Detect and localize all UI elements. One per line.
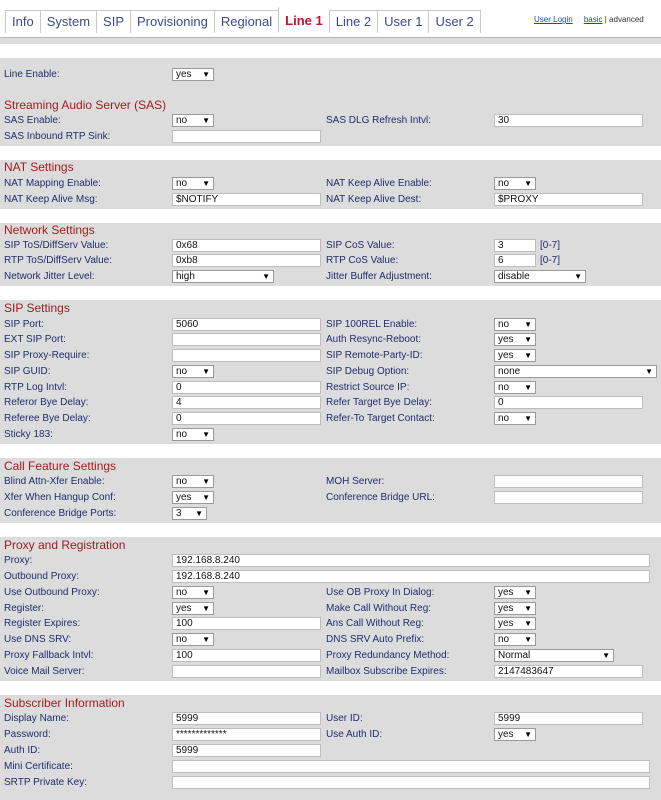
tab-provisioning[interactable]: Provisioning [130, 11, 214, 33]
tab-system[interactable]: System [40, 11, 96, 33]
sip-row-7 [0, 412, 661, 426]
subscriber-section-title: Subscriber Information [4, 696, 125, 710]
sip-cos-input[interactable]: 3 [494, 239, 536, 252]
sip-guid-select[interactable] [172, 365, 214, 378]
chevron-down-icon: ▼ [524, 414, 532, 423]
mailbox-expires-label: Mailbox Subscribe Expires: [326, 666, 447, 677]
sip-row-1 [0, 318, 661, 332]
redundancy-value: Normal [498, 650, 531, 661]
proxy-input[interactable]: 192.168.8.240 [172, 554, 650, 567]
proxy-row-5 [0, 617, 661, 631]
sip-cos-label: SIP CoS Value: [326, 240, 395, 251]
sub-row-3 [0, 744, 661, 758]
refer-to-contact-select[interactable] [494, 412, 536, 425]
nat-keep-alive-msg-input[interactable]: $NOTIFY [172, 193, 321, 206]
sas-enable-row [0, 114, 661, 128]
sip-row-3 [0, 349, 661, 363]
conference-url-input[interactable] [494, 491, 643, 504]
chevron-down-icon: ▼ [524, 383, 532, 392]
network-row-1 [0, 239, 661, 253]
sub-row-4 [0, 760, 661, 774]
sub-row-2 [0, 728, 661, 742]
rtp-cos-input[interactable]: 6 [494, 254, 536, 267]
sip-100rel-label: SIP 100REL Enable: [326, 319, 418, 330]
divider [0, 681, 661, 695]
line-enable-value: yes [176, 69, 192, 80]
sip-cos-range-hint: [0-7] [540, 240, 561, 251]
rtp-log-input[interactable]: 0 [172, 381, 321, 394]
nat-mapping-value: no [176, 178, 188, 189]
sip-debug-select[interactable] [494, 365, 657, 378]
tab-line-2[interactable]: Line 2 [329, 11, 377, 33]
auth-id-input[interactable]: 5999 [172, 744, 321, 757]
nat-keep-alive-msg-label: NAT Keep Alive Msg: [4, 194, 98, 205]
ext-sip-port-label: EXT SIP Port: [4, 334, 66, 345]
nat-keep-alive-enable-value: no [498, 178, 510, 189]
chevron-down-icon: ▼ [645, 367, 653, 376]
proxy-row-6 [0, 633, 661, 647]
xfer-hangup-select[interactable] [172, 491, 214, 504]
register-select[interactable] [172, 602, 214, 615]
rtp-cos-label: RTP CoS Value: [326, 255, 399, 266]
top-bar [0, 0, 661, 37]
sip-remote-party-label: SIP Remote-Party-ID: [326, 350, 423, 361]
sas-section-title: Streaming Audio Server (SAS) [4, 98, 167, 112]
network-section-title: Network Settings [4, 223, 95, 237]
callfeat-row-3 [0, 507, 661, 521]
nat-keep-alive-enable-select[interactable] [494, 177, 536, 190]
restrict-ip-select[interactable] [494, 381, 536, 394]
chevron-down-icon: ▼ [602, 651, 610, 660]
password-input[interactable]: ************* [172, 728, 321, 741]
jitter-adjust-select[interactable] [494, 270, 586, 283]
dns-prefix-select[interactable] [494, 633, 536, 646]
network-row-3 [0, 270, 661, 284]
register-expires-input[interactable]: 100 [172, 617, 321, 630]
chevron-down-icon: ▼ [202, 635, 210, 644]
fallback-input[interactable]: 100 [172, 649, 321, 662]
conference-ports-select[interactable] [172, 507, 207, 520]
nat-row-1 [0, 177, 661, 191]
divider [0, 44, 661, 58]
register-value: yes [176, 603, 192, 614]
sticky-183-select[interactable] [172, 428, 214, 441]
referee-bye-input[interactable]: 0 [172, 412, 321, 425]
use-outbound-label: Use Outbound Proxy: [4, 587, 100, 598]
refer-target-bye-label: Refer Target Bye Delay: [326, 397, 432, 408]
chevron-down-icon: ▼ [195, 509, 203, 518]
line-enable-label: Line Enable: [4, 69, 60, 80]
dns-srv-label: Use DNS SRV: [4, 634, 72, 645]
sip-section-title: SIP Settings [4, 301, 70, 315]
callfeat-row-1 [0, 475, 661, 489]
proxy-section-title: Proxy and Registration [4, 538, 126, 552]
chevron-down-icon: ▼ [202, 70, 210, 79]
conference-ports-value: 3 [176, 508, 182, 519]
use-auth-id-label: Use Auth ID: [326, 729, 383, 740]
mailbox-expires-input[interactable]: 2147483647 [494, 665, 643, 678]
rtp-cos-range-hint: [0-7] [540, 255, 561, 266]
referor-bye-input[interactable]: 4 [172, 396, 321, 409]
sip-tos-input[interactable]: 0x68 [172, 239, 321, 252]
sip-debug-value: none [498, 366, 521, 377]
conference-ports-label: Conference Bridge Ports: [4, 508, 117, 519]
ob-in-dialog-value: yes [498, 587, 514, 598]
ext-sip-port-input[interactable] [172, 333, 321, 346]
rtp-log-label: RTP Log Intvl: [4, 382, 67, 393]
sas-inbound-input[interactable] [172, 130, 321, 143]
sas-enable-value: no [176, 115, 188, 126]
header-links [534, 15, 644, 24]
srtp-key-label: SRTP Private Key: [4, 777, 87, 788]
use-outbound-select[interactable] [172, 586, 214, 599]
links-separator: | [604, 15, 607, 24]
sip-100rel-select[interactable] [494, 318, 536, 331]
sip-remote-party-value: yes [498, 350, 514, 361]
proxy-row [0, 554, 661, 568]
redundancy-label: Proxy Redundancy Method: [326, 650, 450, 661]
sas-inbound-label: SAS Inbound RTP Sink: [4, 131, 111, 142]
ans-without-reg-label: Ans Call Without Reg: [326, 618, 424, 629]
sip-row-4 [0, 365, 661, 379]
mini-cert-label: Mini Certificate: [4, 761, 73, 772]
password-label: Password: [4, 729, 51, 740]
user-id-label: User ID: [326, 713, 363, 724]
chevron-down-icon: ▼ [524, 635, 532, 644]
nat-keep-alive-dest-input[interactable]: $PROXY [494, 193, 643, 206]
refer-to-contact-value: no [498, 413, 510, 424]
sip-debug-label: SIP Debug Option: [326, 366, 410, 377]
call-without-reg-value: yes [498, 603, 514, 614]
ob-in-dialog-select[interactable] [494, 586, 536, 599]
chevron-down-icon: ▼ [262, 272, 270, 281]
nat-keep-alive-enable-label: NAT Keep Alive Enable: [326, 178, 432, 189]
sip-guid-value: no [176, 366, 188, 377]
line-enable-row [0, 68, 661, 82]
use-outbound-value: no [176, 587, 188, 598]
chevron-down-icon: ▼ [202, 493, 210, 502]
settings-panel [0, 37, 661, 800]
sip-guid-label: SIP GUID: [4, 366, 51, 377]
jitter-level-select[interactable] [172, 270, 274, 283]
jitter-adjust-value: disable [498, 271, 530, 282]
auth-resync-label: Auth Resync-Reboot: [326, 334, 422, 345]
network-row-2 [0, 254, 661, 268]
tab-regional[interactable]: Regional [214, 11, 278, 33]
proxy-row-4 [0, 602, 661, 616]
dns-prefix-label: DNS SRV Auto Prefix: [326, 634, 425, 645]
moh-server-input[interactable] [494, 475, 643, 488]
restrict-ip-value: no [498, 382, 510, 393]
chevron-down-icon: ▼ [524, 619, 532, 628]
proxy-label: Proxy: [4, 555, 33, 566]
refer-target-bye-input[interactable]: 0 [494, 396, 643, 409]
chevron-down-icon: ▼ [202, 179, 210, 188]
referee-bye-label: Referee Bye Delay: [4, 413, 91, 424]
nat-section-title: NAT Settings [4, 160, 74, 174]
mini-cert-input[interactable] [172, 760, 650, 773]
register-label: Register: [4, 603, 45, 614]
register-expires-label: Register Expires: [4, 618, 81, 629]
user-login-link[interactable]: User Login [534, 15, 573, 24]
dns-prefix-value: no [498, 634, 510, 645]
vm-server-label: Voice Mail Server: [4, 666, 85, 677]
referor-bye-label: Referor Bye Delay: [4, 397, 89, 408]
sip-remote-party-select[interactable] [494, 349, 536, 362]
rtp-tos-input[interactable]: 0xb8 [172, 254, 321, 267]
outbound-proxy-row [0, 570, 661, 584]
rtp-tos-label: RTP ToS/DiffServ Value: [4, 255, 113, 266]
line-enable-select[interactable] [172, 68, 214, 81]
sas-dlg-refresh-input[interactable]: 30 [494, 114, 643, 127]
proxy-row-8 [0, 665, 661, 679]
divider [0, 286, 661, 300]
chevron-down-icon: ▼ [524, 730, 532, 739]
chevron-down-icon: ▼ [524, 604, 532, 613]
restrict-ip-label: Restrict Source IP: [326, 382, 410, 393]
sip-row-8 [0, 428, 661, 442]
divider [0, 209, 661, 223]
sip-proxy-require-input[interactable] [172, 349, 321, 362]
xfer-hangup-label: Xfer When Hangup Conf: [4, 492, 116, 503]
nat-mapping-label: NAT Mapping Enable: [4, 178, 101, 189]
refer-to-contact-label: Refer-To Target Contact: [326, 413, 435, 424]
auth-resync-select[interactable] [494, 333, 536, 346]
auth-resync-value: yes [498, 334, 514, 345]
divider [0, 444, 661, 458]
divider [0, 146, 661, 160]
xfer-hangup-value: yes [176, 492, 192, 503]
display-name-label: Display Name: [4, 713, 70, 724]
chevron-down-icon: ▼ [524, 179, 532, 188]
sip-tos-label: SIP ToS/DiffServ Value: [4, 240, 109, 251]
jitter-level-label: Network Jitter Level: [4, 271, 95, 282]
nat-mapping-select[interactable] [172, 177, 214, 190]
ans-without-reg-value: yes [498, 618, 514, 629]
sticky-183-label: Sticky 183: [4, 429, 53, 440]
chevron-down-icon: ▼ [202, 477, 210, 486]
chevron-down-icon: ▼ [202, 430, 210, 439]
proxy-row-7 [0, 649, 661, 663]
chevron-down-icon: ▼ [202, 588, 210, 597]
user-id-input[interactable]: 5999 [494, 712, 643, 725]
call-without-reg-label: Make Call Without Reg: [326, 603, 432, 614]
proxy-row-3 [0, 586, 661, 600]
blind-xfer-value: no [176, 476, 188, 487]
sip-row-2 [0, 333, 661, 347]
chevron-down-icon: ▼ [202, 116, 210, 125]
tab-sip[interactable]: SIP [96, 11, 130, 33]
call-without-reg-select[interactable] [494, 602, 536, 615]
chevron-down-icon: ▼ [524, 351, 532, 360]
use-auth-id-value: yes [498, 729, 514, 740]
tab-user-2[interactable]: User 2 [428, 11, 479, 33]
auth-id-label: Auth ID: [4, 745, 41, 756]
chevron-down-icon: ▼ [524, 588, 532, 597]
dns-srv-select[interactable] [172, 633, 214, 646]
sas-enable-select[interactable] [172, 114, 214, 127]
nat-row-2 [0, 193, 661, 207]
vm-server-input[interactable] [172, 665, 321, 678]
divider [0, 523, 661, 537]
jitter-adjust-label: Jitter Buffer Adjustment: [326, 271, 432, 282]
advanced-link[interactable]: advanced [609, 15, 644, 24]
tab-line-1[interactable]: Line 1 [278, 7, 329, 33]
chevron-down-icon: ▼ [524, 320, 532, 329]
tab-info[interactable]: Info [12, 14, 34, 29]
srtp-key-input[interactable] [172, 776, 650, 789]
blind-xfer-select[interactable] [172, 475, 214, 488]
sub-row-5 [0, 776, 661, 790]
chevron-down-icon: ▼ [202, 604, 210, 613]
blind-xfer-label: Blind Attn-Xfer Enable: [4, 476, 105, 487]
moh-server-label: MOH Server: [326, 476, 385, 487]
sip-row-6 [0, 396, 661, 410]
tab-strip [5, 10, 481, 33]
callfeat-row-2 [0, 491, 661, 505]
outbound-proxy-input[interactable]: 192.168.8.240 [172, 570, 650, 583]
call-feature-section-title: Call Feature Settings [4, 459, 117, 473]
jitter-level-value: high [176, 271, 195, 282]
sas-dlg-refresh-label: SAS DLG Refresh Intvl: [326, 115, 432, 126]
redundancy-select[interactable] [494, 649, 614, 662]
sip-100rel-value: no [498, 319, 510, 330]
sas-enable-label: SAS Enable: [4, 115, 61, 126]
sas-inbound-row [0, 130, 661, 144]
chevron-down-icon: ▼ [574, 272, 582, 281]
chevron-down-icon: ▼ [202, 367, 210, 376]
basic-link[interactable]: basic [583, 15, 603, 24]
outbound-proxy-label: Outbound Proxy: [4, 571, 80, 582]
sip-port-input[interactable]: 5060 [172, 318, 321, 331]
ans-without-reg-select[interactable] [494, 617, 536, 630]
sip-proxy-require-label: SIP Proxy-Require: [4, 350, 90, 361]
sub-row-1 [0, 712, 661, 726]
display-name-input[interactable]: 5999 [172, 712, 321, 725]
sip-port-label: SIP Port: [4, 319, 44, 330]
nat-keep-alive-dest-label: NAT Keep Alive Dest: [326, 194, 422, 205]
conference-url-label: Conference Bridge URL: [326, 492, 435, 503]
sticky-183-value: no [176, 429, 188, 440]
chevron-down-icon: ▼ [524, 335, 532, 344]
tab-user-1[interactable]: User 1 [377, 11, 428, 33]
use-auth-id-select[interactable] [494, 728, 536, 741]
fallback-label: Proxy Fallback Intvl: [4, 650, 94, 661]
ob-in-dialog-label: Use OB Proxy In Dialog: [326, 587, 435, 598]
dns-srv-value: no [176, 634, 188, 645]
sip-row-5 [0, 381, 661, 395]
